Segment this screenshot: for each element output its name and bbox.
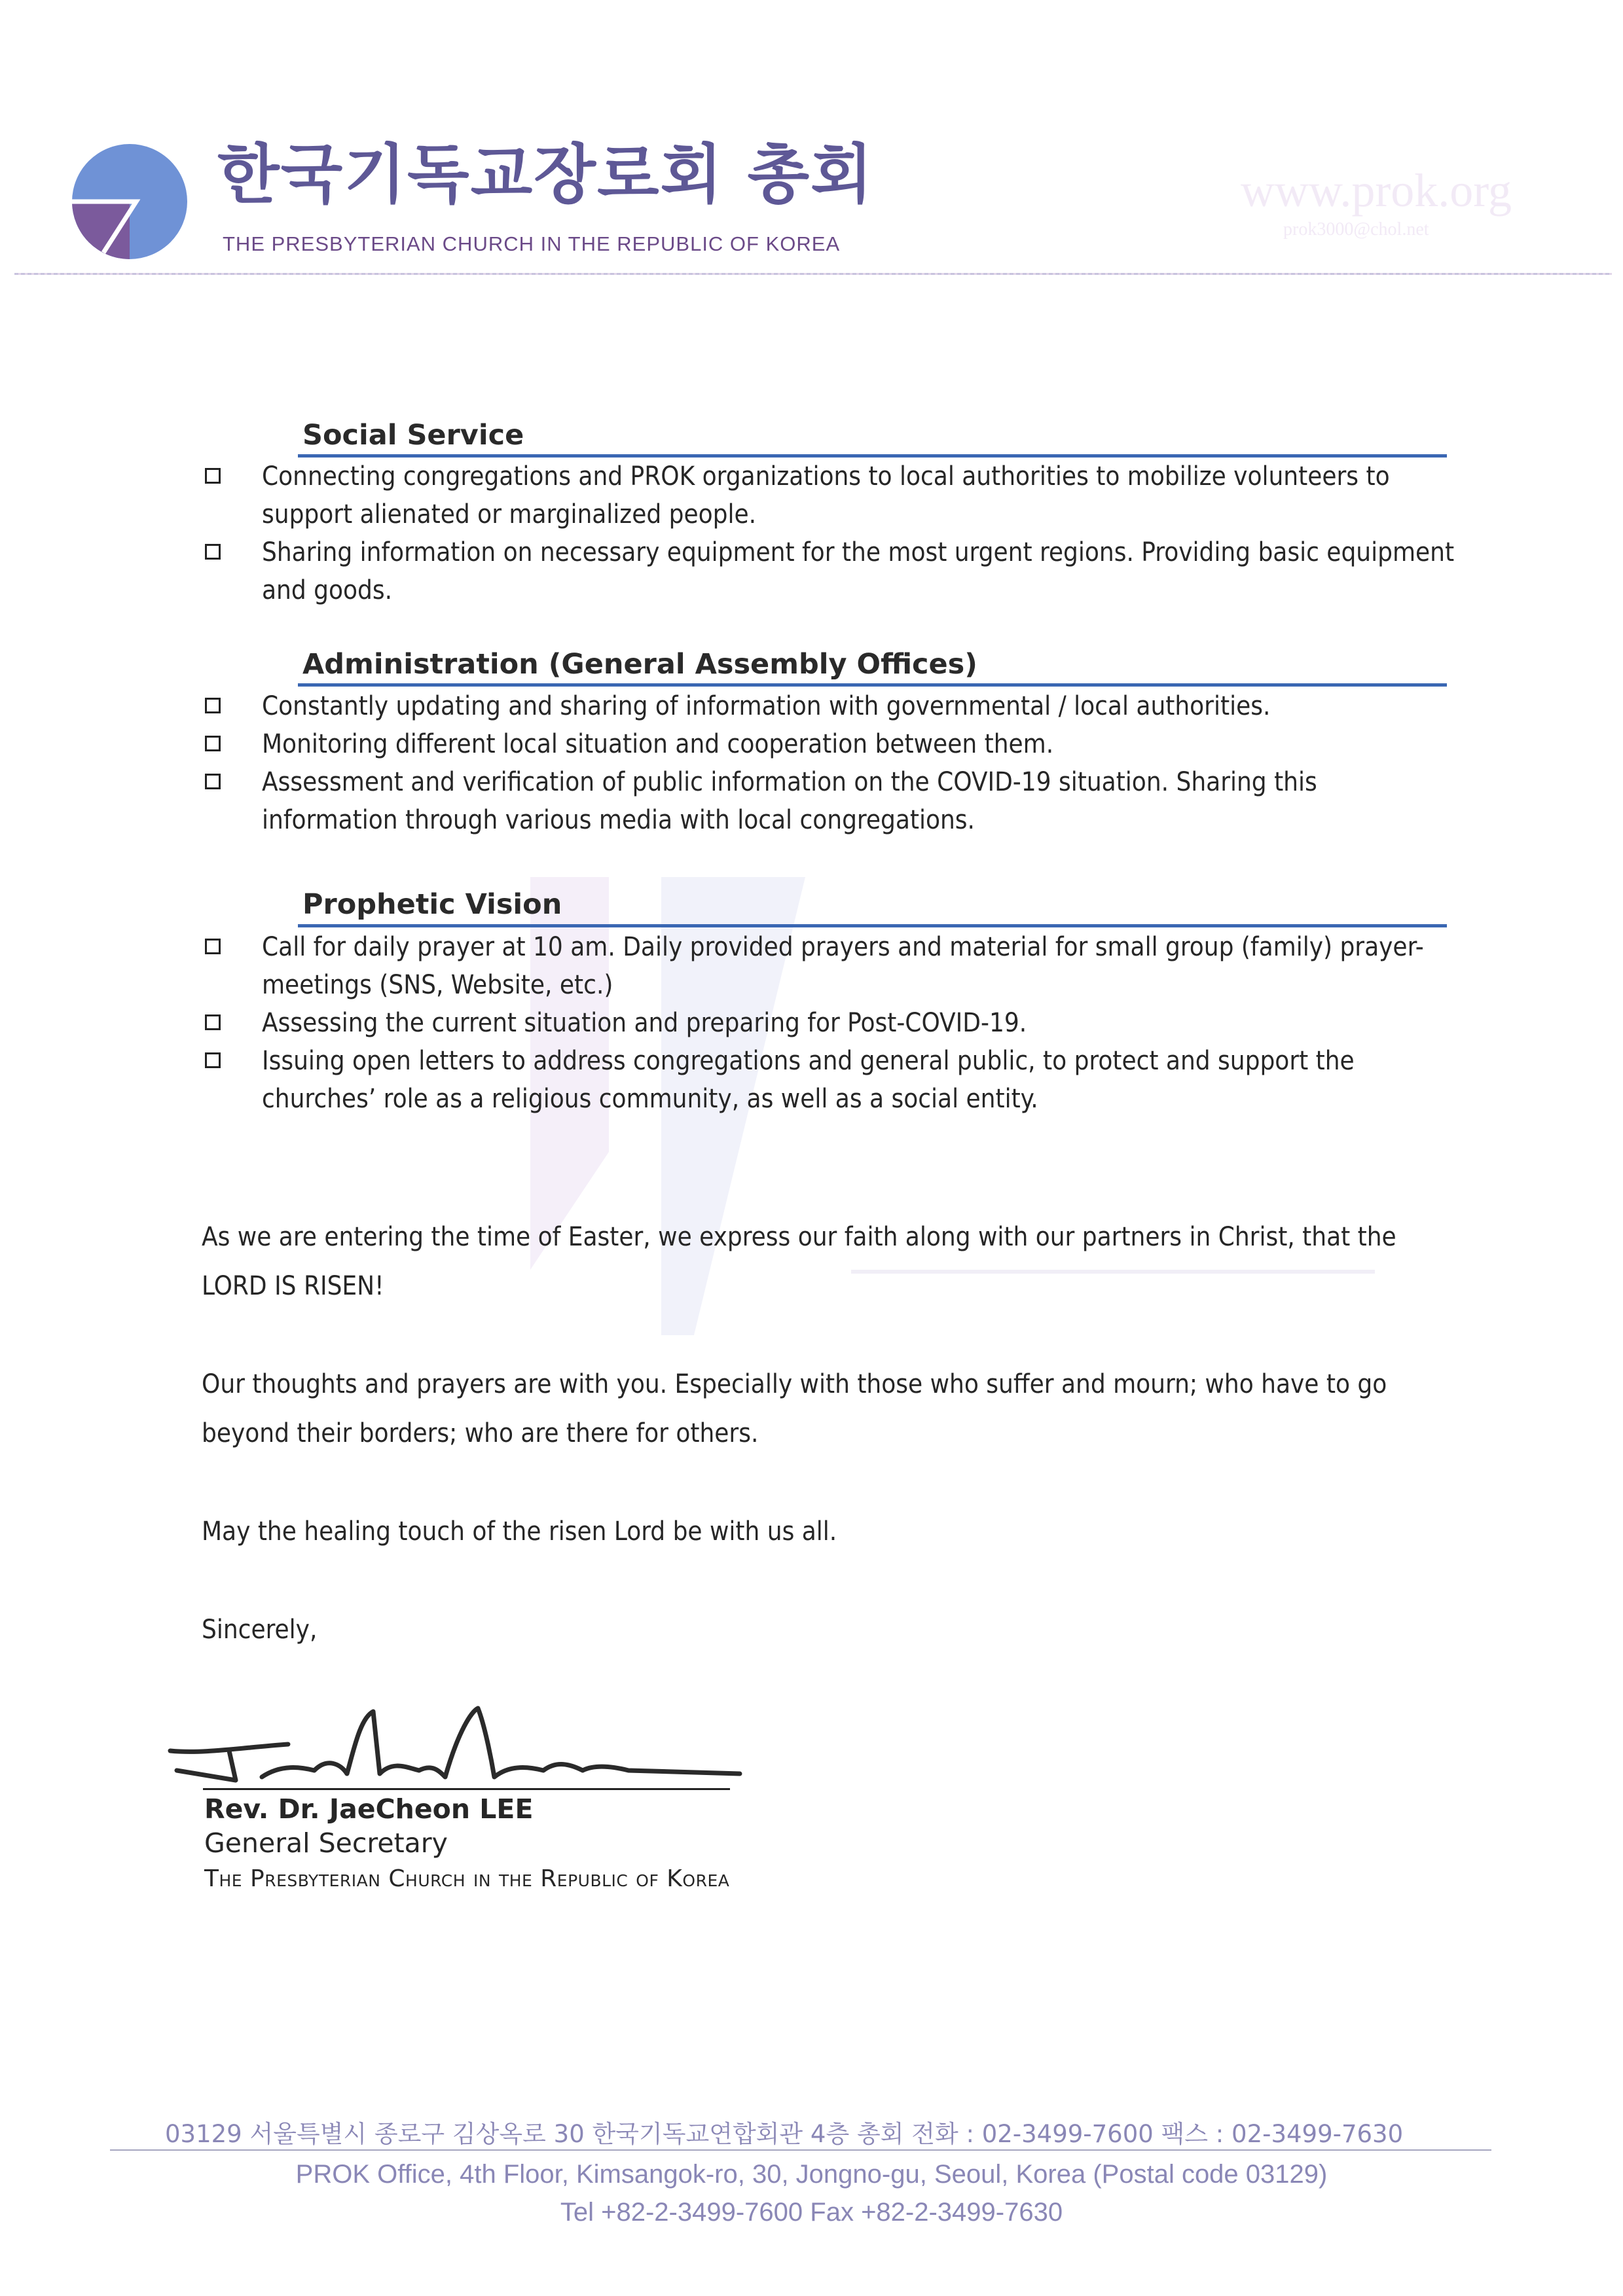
signatory-title: General Secretary [204,1827,448,1859]
checkbox-icon [205,736,221,751]
checkbox-icon [205,698,221,713]
checkbox-icon [205,544,221,560]
org-title-korean: 한국기독교장로회 총회 [217,137,874,212]
section-divider [298,683,1447,687]
checkbox-icon [205,468,221,484]
closing-salutation: Sincerely, [202,1615,318,1645]
administration-list [200,687,1457,839]
org-title-english: THE PRESBYTERIAN CHURCH IN THE REPUBLIC OF KOREA [223,232,841,255]
section-divider [298,924,1447,927]
blessing-paragraph: May the healing touch of the risen Lord be with us all. [202,1516,837,1547]
list-item: Assessing the current situation and preparing for Post-COVID-19. [200,1004,1457,1042]
footer-contact: Tel +82-2-3499-7600 Fax +82-2-3499-7630 [560,2198,1063,2227]
signatory-organization: The Presbyterian Church in the Republic of Korea [204,1865,730,1892]
list-item: Constantly updating and sharing of information with governmental / local authorities. [200,687,1457,725]
signatory-name: Rev. Dr. JaeCheon LEE [204,1793,534,1825]
checkbox-icon [205,939,221,954]
prok-logo-icon [71,143,189,260]
signature-image [164,1705,786,1797]
checkbox-icon [205,1052,221,1068]
website-link[interactable]: www.prok.org [1241,164,1512,217]
header-divider [14,273,1612,275]
footer-korean-address: 03129 서울특별시 종로구 김상옥로 30 한국기독교연합회관 4층 총회 전화 : 02-3499-7600 팩스 : 02-3499-7630 [165,2120,1404,2148]
list-item: Sharing information on necessary equipment for the most urgent regions. Providing basic equipment and goods. [200,533,1457,609]
thoughts-paragraph: Our thoughts and prayers are with you. Especially with those who suffer and mourn; who have to go beyond their borders; who are there for others. [202,1369,1387,1448]
list-item: Call for daily prayer at 10 am. Daily provided prayers and material for small group (family) prayer-meetings (SNS, Website, etc.) [200,928,1457,1004]
prophetic-vision-list [200,928,1457,1118]
list-item: Connecting congregations and PROK organizations to local authorities to mobilize volunteers to support alienated or marginalized people. [200,457,1457,533]
section-heading-administration: Administration (General Assembly Offices) [302,648,977,681]
footer-divider [110,2149,1491,2151]
email-link[interactable]: prok3000@chol.net [1283,219,1429,240]
checkbox-icon [205,1014,221,1030]
signature-line [203,1788,730,1790]
social-service-list [200,457,1457,609]
list-item: Assessment and verification of public information on the COVID-19 situation. Sharing this information through various media with local congregations. [200,763,1457,839]
list-item: Issuing open letters to address congregations and general public, to protect and support the churches’ role as a religious community, as well as a social entity. [200,1042,1457,1118]
list-item: Monitoring different local situation and cooperation between them. [200,725,1457,763]
checkbox-icon [205,774,221,789]
section-heading-prophetic-vision: Prophetic Vision [302,888,562,921]
easter-paragraph: As we are entering the time of Easter, we express our faith along with our partners in Christ, that the LORD IS RISEN! [202,1222,1396,1301]
footer-english-address: PROK Office, 4th Floor, Kimsangok-ro, 30, Jongno-gu, Seoul, Korea (Postal code 03129) [295,2160,1328,2189]
section-heading-social-service: Social Service [302,419,524,452]
